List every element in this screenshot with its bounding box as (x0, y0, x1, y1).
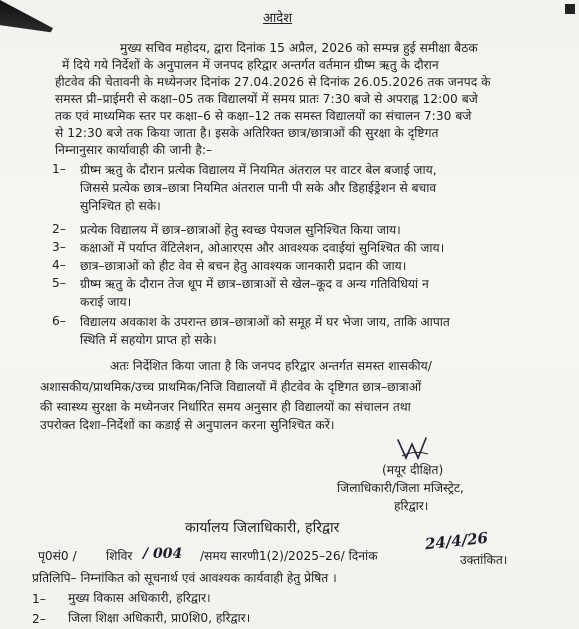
para2-line: अतः निर्देशित किया जाता है कि जनपद हरिद्वार अन्तर्गत समस्त शासकीय/ (110, 359, 432, 373)
item-number: 5– (52, 276, 66, 290)
signatory-place: हरिद्वार। (394, 499, 429, 513)
ref-rest: /समय सारणी1(2)/2025–26/ दिनांक (200, 549, 378, 563)
recipient-number: 2– (32, 612, 46, 626)
office-heading: कार्यालय जिलाधिकारी, हरिद्वार (185, 520, 340, 536)
pen-tip (0, 0, 53, 48)
item-number: 4– (52, 258, 66, 272)
para1-line: से 12:30 बजे तक किया जाता है। इसके अतिरिक्त छात्र/छात्राओं की सुरक्षा के दृष्टिगत (55, 126, 439, 140)
ref-camp: शिविर (106, 549, 133, 563)
item-number: 6– (52, 314, 66, 328)
order-title: आदेश (263, 11, 293, 26)
signatory-designation: जिलाधिकारी/जिला मजिस्ट्रेट, (337, 481, 464, 495)
recipient-number: 1– (32, 592, 46, 606)
para1-line: में दिये गये निर्देशों के अनुपालन में जनपद हरिद्वार अन्तर्गत वर्तमान ग्रीष्म ऋतु के दौरान (62, 58, 439, 72)
ref-prefix: पृ0सं0 / (38, 549, 77, 563)
copy-to-line: प्रतिलिपि– निम्नांकित को सूचनार्थ एवं आवश्यक कार्यवाही हेतु प्रेषित । (32, 571, 337, 585)
item-line: सुनिश्चित हो सके। (80, 199, 161, 213)
item-line: छात्र–छात्राओं को हीट वेव से बचन हेतु आवश्यक जानकारी प्रदान की जाय। (80, 259, 407, 273)
ref-number: / 004 (143, 546, 183, 562)
para2-line: की स्वास्थ्य सुरक्षा के मध्येनजर निर्धारित समय अनुसार ही विद्यालयों का संचालन तथा (40, 400, 411, 414)
item-number: 1– (52, 162, 66, 176)
para1-line: हीटवेव की चेतावनी के मध्येनजर दिनांक 27.04.2026 से दिनांक 26.05.2026 तक जनपद के (55, 75, 491, 89)
item-line: कक्षाओं में पर्याप्त वेंटिलेशन, ओआरएस और आवश्यक दवाईयां सुनिश्चित की जाय। (80, 241, 445, 255)
para2-line: अशासकीय/प्राथमिक/उच्च प्राथमिक/निजि विद्यालयों में हीटवेव के दृष्टिगत छात्र–छात्राओं (40, 380, 422, 394)
item-number: 2– (52, 222, 66, 236)
corner-mark (565, 4, 575, 14)
item-line: ग्रीष्म ऋतु के दौरान प्रत्येक विद्यालय में नियमित अंतराल पर वाटर बेल बजाई जाय, (80, 163, 437, 177)
recipient-text: जिला शिक्षा अधिकारी, प्रा0शि0, हरिद्वार। (68, 611, 251, 625)
item-line: स्थिति में सहयोग प्राप्त हो सके। (80, 333, 217, 347)
item-line: कराई जाय। (80, 295, 132, 309)
para1-line: तक एवं माध्यमिक स्तर पर कक्षा–6 से कक्षा–12 तक समस्त विद्यालयों का संचालन 7:30 बजे (55, 109, 472, 123)
item-number: 3– (52, 240, 66, 254)
signature-mark (392, 436, 432, 462)
signatory-name: (मयूर दीक्षित) (382, 463, 444, 477)
para1-line: मुख्य सचिव महोदय, द्वारा दिनांक 15 अप्रैल, 2026 को सम्पन्न हुई समीक्षा बैठक (120, 41, 478, 55)
item-line: ग्रीष्म ऋतु के दौरान तेज धूप में छात्र–छात्राओं से खेल–कूद व अन्य गतिविधियां न (80, 277, 429, 291)
para2-line: उपरोक्त दिशा–निर्देशों का कडाई से अनुपालन करना सुनिश्चित करें। (40, 418, 335, 432)
ref-suffix: उक्तांकित। (460, 553, 508, 567)
para1-line: समस्त प्री–प्राईमरी से कक्षा–05 तक विद्यालयों में समय प्रातः 7:30 बजे से अपराह्न 12:00 बजे (55, 92, 478, 106)
ref-date-handwritten: 24/4/26 (424, 528, 489, 554)
item-line: जिससे प्रत्येक छात्र–छात्रा नियमित अंतराल पानी पी सके और डिहाईड्रेशन से बचाव (80, 181, 437, 195)
item-line: विद्यालय अवकाश के उपरान्त छात्र–छात्राओं को समूह में घर भेजा जाय, ताकि आपात (80, 315, 450, 329)
para1-line: निम्नानुसार कार्यावाही की जानी है:– (55, 143, 213, 157)
item-line: प्रत्येक विद्यालय में छात्र–छात्राओं हेतु स्वच्छ पेयजल सुनिश्चित किया जाय। (80, 223, 401, 237)
recipient-text: मुख्य विकास अधिकारी, हरिद्वार। (68, 591, 211, 605)
